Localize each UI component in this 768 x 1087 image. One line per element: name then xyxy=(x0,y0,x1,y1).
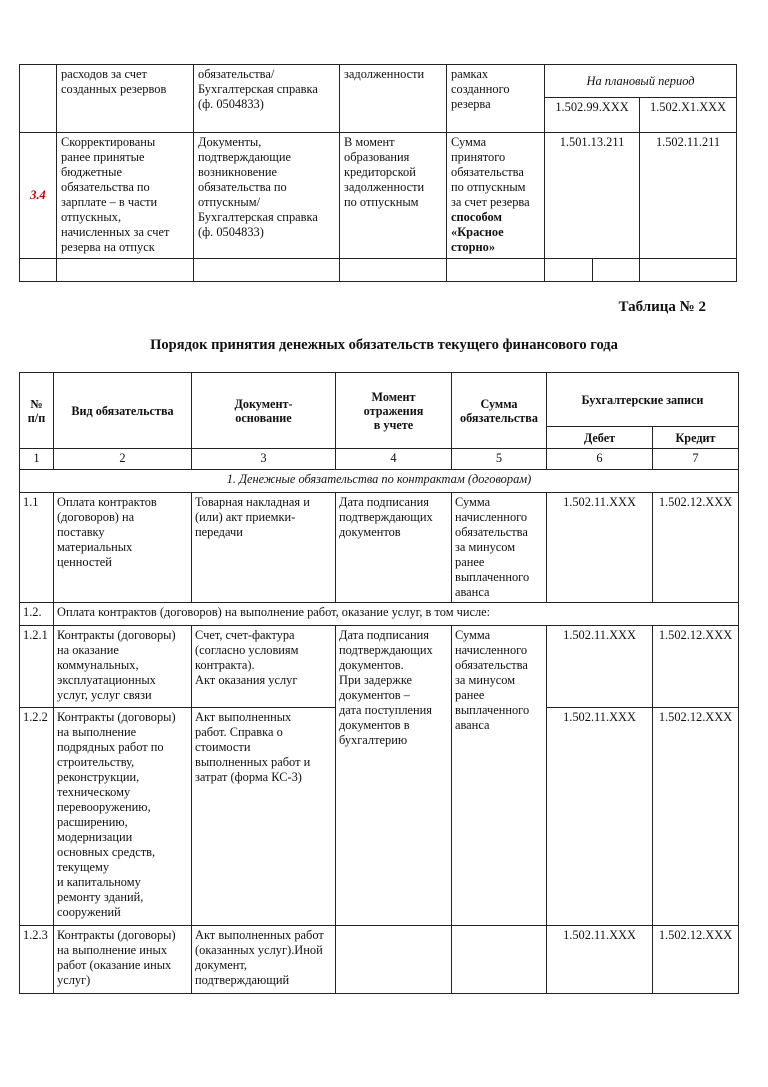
header-no: № п/п xyxy=(20,373,54,449)
debit-cell: 1.502.11.ХХХ xyxy=(547,493,653,603)
table-continuation xyxy=(19,64,737,282)
sum-cell xyxy=(447,133,545,259)
sum-plain-text: Сумма принятого обязательства по отпускным за счет резерва xyxy=(451,135,530,209)
row-number: 1.1 xyxy=(20,493,54,603)
column-number: 1 xyxy=(20,449,54,470)
column-number: 5 xyxy=(452,449,547,470)
header-entries: Бухгалтерские записи xyxy=(547,373,739,427)
row-number: 1.2.2 xyxy=(20,708,54,926)
header-credit: Кредит xyxy=(653,427,739,449)
column-number: 4 xyxy=(336,449,452,470)
column-number: 2 xyxy=(54,449,192,470)
table-row-1-2-3 xyxy=(20,926,739,994)
sum-cell: Сумма начисленного обязательства за минусом ранее выплаченного аванса xyxy=(452,493,547,603)
sum-bold-text: способом «Красное сторно» xyxy=(451,210,504,254)
header-type: Вид обязательства xyxy=(54,373,192,449)
header-moment: Момент отражения в учете xyxy=(336,373,452,449)
obligation-name-cell: Скорректированы ранее принятые бюджетные обязательства по зарплате – в части отпускных, начисленных за счет резерва на отпуск xyxy=(57,133,194,259)
credit-cell: 1.502.12.ХХХ xyxy=(653,626,739,708)
document-cell: Акт выполненных работ. Справка о стоимости выполненных работ и затрат (форма КС-3) xyxy=(192,708,336,926)
debit-cell: 1.502.11.ХХХ xyxy=(547,926,653,994)
debit-cell: 1.502.11.ХХХ xyxy=(547,708,653,926)
table-caption: Таблица № 2 xyxy=(618,299,706,315)
credit-cell: 1.502.11.211 xyxy=(640,133,737,259)
credit-cell: 1.502.12.ХХХ xyxy=(653,493,739,603)
table-row-1-2 xyxy=(20,603,739,626)
section-row xyxy=(20,470,739,493)
row-number: 1.2.1 xyxy=(20,626,54,708)
planned-debit-cell: 1.502.99.ХХХ xyxy=(545,98,640,133)
page-title: Порядок принятия денежных обязательств текущего финансового года xyxy=(150,337,618,353)
moment-cell: задолженности xyxy=(340,65,447,133)
section-title: 1. Денежные обязательства по контрактам (договорам) xyxy=(20,470,739,493)
column-number: 3 xyxy=(192,449,336,470)
row-number: 1.2.3 xyxy=(20,926,54,994)
column-number: 7 xyxy=(653,449,739,470)
document-cell: Акт выполненных работ (оказанных услуг).Иной документ, подтверждающий xyxy=(192,926,336,994)
group-title: Оплата контрактов (договоров) на выполнение работ, оказание услуг, в том числе: xyxy=(54,603,739,626)
table-row-empty xyxy=(20,259,737,282)
sum-cell-merged: Сумма начисленного обязательства за минусом ранее выплаченного аванса xyxy=(452,626,547,926)
credit-cell: 1.502.12.ХХХ xyxy=(653,708,739,926)
obligation-type-cell: Контракты (договоры) на выполнение подрядных работ по строительству, реконструкции, техническому перевооружению, расширению, модернизации основных средств, текущему и капитальному ремонту зданий, сооружений xyxy=(54,708,192,926)
obligation-type-cell: Контракты (договоры) на выполнение иных работ (оказание иных услуг) xyxy=(54,926,192,994)
document-cell: обязательства/ Бухгалтерская справка (ф. 0504833) xyxy=(194,65,340,133)
sum-cell: рамках созданного резерва xyxy=(447,65,545,133)
row-number-3-4: 3.4 xyxy=(20,133,57,259)
document-cell: Товарная накладная и (или) акт приемки- передачи xyxy=(192,493,336,603)
column-number-row xyxy=(20,449,739,470)
header-sum: Сумма обязательства xyxy=(452,373,547,449)
obligations-table xyxy=(19,372,739,994)
document-cell: Счет, счет-фактура (согласно условиям контракта). Акт оказания услуг xyxy=(192,626,336,708)
table-row-3-4 xyxy=(20,133,737,259)
planned-period-header: На плановый период xyxy=(545,65,737,98)
obligation-type-cell: Оплата контрактов (договоров) на поставку материальных ценностей xyxy=(54,493,192,603)
obligation-name-cell: расходов за счет созданных резервов xyxy=(57,65,194,133)
planned-credit-cell: 1.502.Х1.ХХХ xyxy=(640,98,737,133)
moment-cell: В момент образования кредиторской задолженности по отпускным xyxy=(340,133,447,259)
debit-cell: 1.502.11.ХХХ xyxy=(547,626,653,708)
table-row-1-1 xyxy=(20,493,739,603)
column-number: 6 xyxy=(547,449,653,470)
row-number: 1.2. xyxy=(20,603,54,626)
moment-cell-merged: Дата подписания подтверждающих документов. При задержке документов – дата поступления документов в бухгалтерию xyxy=(336,626,452,926)
debit-cell: 1.501.13.211 xyxy=(545,133,640,259)
header-row xyxy=(20,373,739,427)
table-row-1-2-1 xyxy=(20,626,739,708)
document-cell: Документы, подтверждающие возникновение обязательства по отпускным/ Бухгалтерская справка (ф. 0504833) xyxy=(194,133,340,259)
header-debit: Дебет xyxy=(547,427,653,449)
header-document: Документ- основание xyxy=(192,373,336,449)
obligation-type-cell: Контракты (договоры) на оказание коммунальных, эксплуатационных услуг, услуг связи xyxy=(54,626,192,708)
moment-cell: Дата подписания подтверждающих документов xyxy=(336,493,452,603)
credit-cell: 1.502.12.ХХХ xyxy=(653,926,739,994)
table-row xyxy=(20,65,737,98)
